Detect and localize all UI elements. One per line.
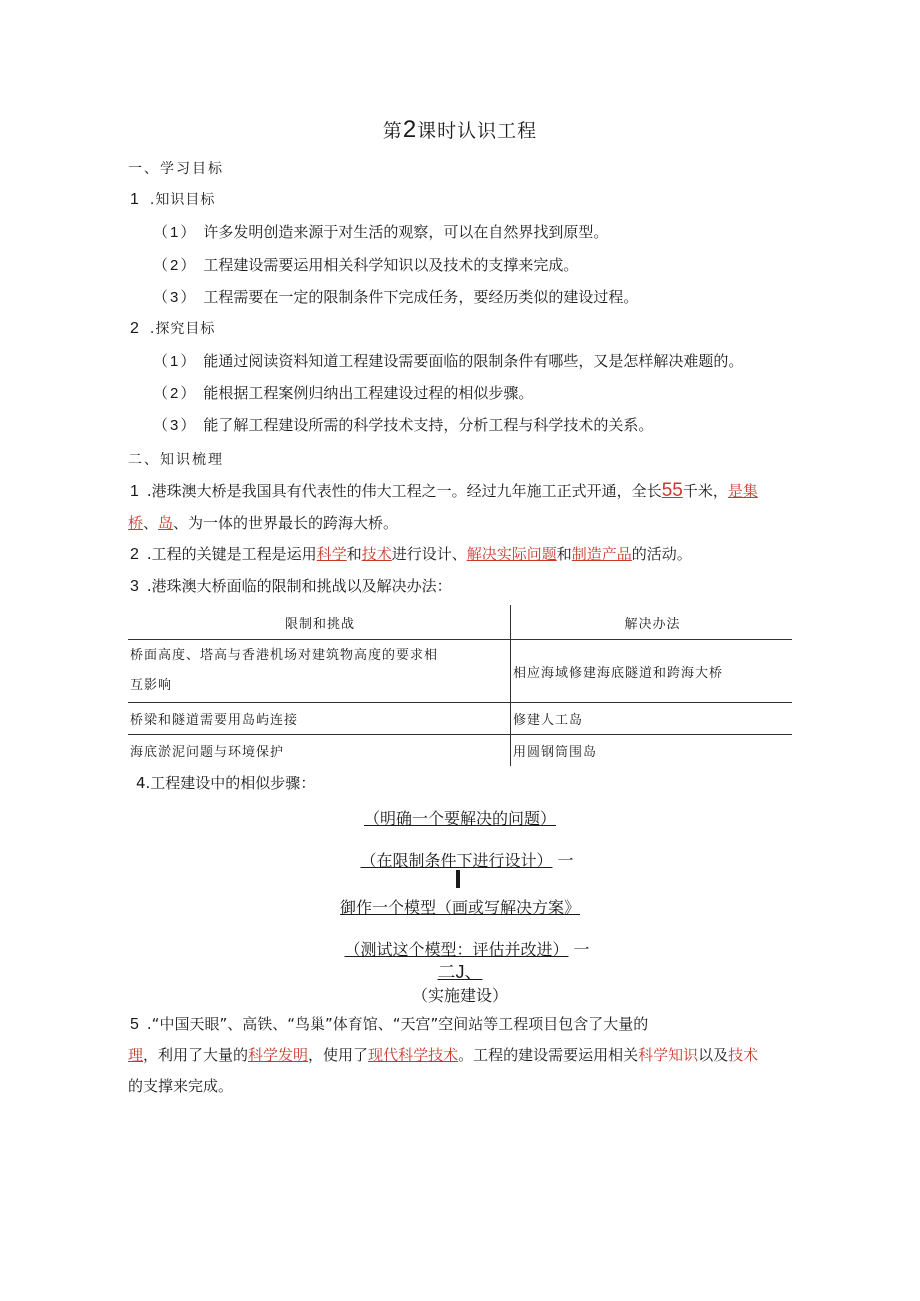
item-text: 许多发明创造来源于对生活的观察，可以在自然界找到原型。 [203, 223, 609, 241]
table-cell-challenge: 海底淤泥问题与环境保护 [130, 745, 285, 760]
subheading-explore [130, 318, 215, 338]
flow-connector [456, 870, 460, 888]
table-cell-solution: 用圆钢筒围岛 [511, 735, 793, 767]
answer-modern-tech: 现代科学技术 [368, 1046, 459, 1064]
item-number: （3） [153, 417, 198, 434]
item-text: 能了解工程建设所需的科学技术支持，分析工程与科学技术的关系。 [203, 416, 654, 434]
cell-text-line-1: 桥面高度、塔高与香港机场对建筑物高度的要求相 [130, 648, 439, 663]
step-text: （明确一个要解决的问题） [363, 809, 556, 828]
explore-item-1 [153, 350, 743, 371]
answer-science: 科学 [316, 545, 347, 563]
item-number: （2） [153, 385, 198, 402]
paragraph-text: ，使用了 [308, 1046, 369, 1064]
table-header-challenges: 限制和挑战 [128, 605, 511, 640]
explore-item-2 [153, 382, 533, 403]
paragraph-number: 2 [130, 546, 139, 563]
step-text: （实施建设） [411, 986, 508, 1005]
answer-science-knowledge: 科学知识 [638, 1046, 699, 1064]
paragraph-1-line-2 [128, 512, 398, 533]
flow-connector-text [0, 958, 920, 984]
table-cell-solution: 修建人工岛 [511, 703, 793, 735]
table-row [128, 703, 792, 735]
flow-step-4 [0, 937, 920, 960]
step-text: （在限制条件下进行设计） [360, 851, 553, 870]
table-header-solutions: 解决办法 [511, 605, 793, 640]
table-cell-solution: 相应海域修建海底隧道和跨海大桥 [511, 640, 793, 703]
answer-bridge: 桥 [128, 514, 144, 532]
answer-make-products: 制造产品 [571, 545, 632, 563]
paragraph-text: 以及 [698, 1046, 729, 1064]
step-connector: 二J、 [437, 962, 483, 982]
table-cell-challenge [128, 640, 511, 703]
title-suffix: 课时认识工程 [417, 120, 538, 142]
paragraph-text: ，利用了大量的 [143, 1046, 249, 1064]
paragraph-text: 和 [346, 545, 362, 563]
knowledge-item-1 [153, 221, 608, 242]
flow-step-1 [0, 806, 920, 829]
paragraph-text: 的活动。 [631, 545, 692, 563]
section-heading-goals: 一、学习目标 [128, 161, 224, 177]
answer-principle: 理 [128, 1046, 144, 1064]
paragraph-text: 。工程的建设需要运用相关 [458, 1046, 639, 1064]
paragraph-text: 和 [556, 545, 572, 563]
answer-island: 岛 [158, 514, 174, 532]
title-prefix: 第 [382, 120, 403, 142]
paragraph-text: .工程的关键是工程是运用 [146, 545, 317, 563]
answer-length: 55 [661, 480, 683, 501]
cell-text-line-2: 互影响 [130, 678, 173, 693]
explore-item-3 [153, 414, 653, 435]
paragraph-number: 5 [130, 1016, 139, 1033]
flow-step-3 [0, 895, 920, 918]
item-number: （1） [153, 353, 198, 370]
paragraph-4: 4.工程建设中的相似步骤： [136, 774, 316, 792]
paragraph-5-line-3: 的支撑来完成。 [128, 1077, 234, 1095]
step-arrow: 一 [573, 940, 590, 959]
knowledge-item-3 [153, 286, 638, 307]
table-row [128, 735, 792, 767]
subheading-label: .知识目标 [149, 192, 216, 208]
answer-tech: 技术 [728, 1046, 759, 1064]
subheading-knowledge [130, 189, 215, 209]
paragraph-text: 、 [143, 514, 159, 532]
paragraph-2 [130, 543, 692, 564]
item-text: 工程建设需要运用相关科学知识以及技术的支撑来完成。 [203, 256, 579, 274]
paragraph-1-line-1 [130, 480, 758, 502]
item-text: 能根据工程案例归纳出工程建设过程的相似步骤。 [203, 384, 534, 402]
answer-inventions: 科学发明 [248, 1046, 309, 1064]
flow-step-5 [0, 983, 920, 1006]
paragraph-5-line-1 [130, 1013, 648, 1034]
step-arrow: 一 [557, 851, 574, 870]
paragraph-text: 千米， [682, 482, 728, 500]
paragraph-number: 1 [130, 483, 139, 500]
table-cell-challenge: 桥梁和隧道需要用岛屿连接 [128, 703, 511, 735]
section-heading-review: 二、知识梳理 [128, 452, 224, 468]
knowledge-item-2 [153, 254, 578, 275]
answer-solve-problems: 解决实际问题 [466, 545, 557, 563]
item-number: （3） [153, 289, 198, 306]
title-number: 2 [402, 116, 418, 143]
subheading-number: 2 [130, 320, 140, 337]
item-text: 工程需要在一定的限制条件下完成任务，要经历类似的建设过程。 [203, 288, 639, 306]
table-header-row [128, 605, 792, 640]
answer-blank: 是集 [727, 482, 758, 500]
paragraph-text: 进行设计、 [391, 545, 467, 563]
paragraph-number: 3 [130, 578, 139, 595]
subheading-label: .探究目标 [149, 321, 216, 337]
subheading-number: 1 [130, 191, 140, 208]
page-title [0, 116, 920, 144]
paragraph-text: .“中国天眼”、高铁、“鸟巢”体育馆、“天宫”空间站等工程项目包含了大量的 [146, 1015, 649, 1033]
step-text: （测试这个模型：评估并改进） [344, 940, 569, 959]
challenges-table [128, 605, 792, 766]
item-number: （2） [153, 257, 198, 274]
paragraph-3 [130, 575, 452, 596]
answer-technology: 技术 [361, 545, 392, 563]
paragraph-5-line-2 [128, 1044, 758, 1065]
paragraph-text: .港珠澳大桥是我国具有代表性的伟大工程之一。经过九年施工正式开通，全长 [146, 482, 662, 500]
flow-step-2 [0, 848, 920, 871]
item-text: 能通过阅读资料知道工程建设需要面临的限制条件有哪些，又是怎样解决难题的。 [203, 352, 744, 370]
table-row [128, 640, 792, 703]
item-number: （1） [153, 224, 198, 241]
paragraph-text: 、为一体的世界最长的跨海大桥。 [173, 514, 399, 532]
step-text: 御作一个模型（画或写解决方案》 [339, 898, 580, 917]
paragraph-text: .港珠澳大桥面临的限制和挑战以及解决办法： [146, 577, 452, 595]
